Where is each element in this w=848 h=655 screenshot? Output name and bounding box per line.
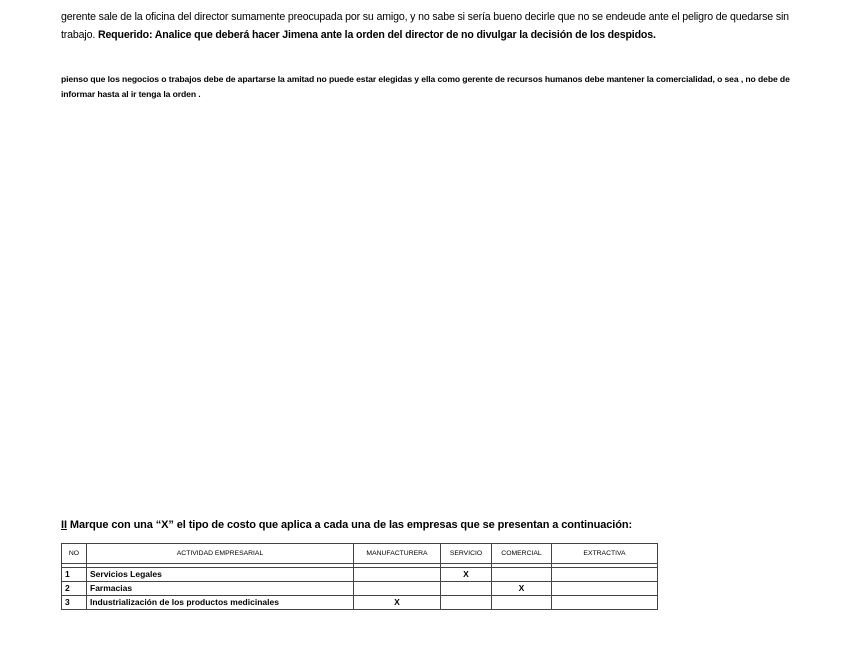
cell-servicio[interactable] — [441, 582, 492, 596]
cell-servicio[interactable] — [441, 596, 492, 610]
cell-extractiva[interactable] — [552, 596, 658, 610]
header-comercial: COMERCIAL — [492, 544, 552, 564]
header-activity: ACTIVIDAD EMPRESARIAL — [87, 544, 354, 564]
cell-comercial[interactable]: X — [492, 582, 552, 596]
table-row — [62, 568, 658, 582]
row-activity: Industrialización de los productos medicinales — [87, 596, 354, 610]
header-extractiva: EXTRACTIVA — [552, 544, 658, 564]
table-row — [62, 596, 658, 610]
requirement-text: Requerido: Analice que deberá hacer Jimena ante la orden del director de no divulgar la decisión de los despidos. — [97, 29, 656, 41]
cost-type-table — [61, 543, 658, 610]
section-heading — [61, 519, 632, 531]
cell-comercial[interactable] — [492, 596, 552, 610]
cell-manufacturera[interactable] — [354, 568, 441, 582]
header-no: NO — [62, 544, 87, 564]
row-activity: Servicios Legales — [87, 568, 354, 582]
cell-manufacturera[interactable] — [354, 582, 441, 596]
section-instruction: Marque con una “X” el tipo de costo que aplica a cada una de las empresas que se presentan a continuación: — [66, 519, 633, 531]
cell-manufacturera[interactable]: X — [354, 596, 441, 610]
section-number: II — [61, 519, 67, 531]
answer-paragraph: pienso que los negocios o trabajos debe de apartarse la amitad no puede estar elegidas y ella como gerente de recursos humanos debe mantener la comercialidad, o sea , no debe de informar hasta al ir tenga la orden . — [61, 74, 790, 99]
header-manufacturera: MANUFACTURERA — [354, 544, 441, 564]
row-number: 3 — [62, 596, 87, 610]
row-number: 1 — [62, 568, 87, 582]
cell-extractiva[interactable] — [552, 568, 658, 582]
cell-extractiva[interactable] — [552, 582, 658, 596]
header-servicio: SERVICIO — [441, 544, 492, 564]
case-text: gerente sale de la oficina del director sumamente preocupada por su amigo, y no sabe si sería bueno decirle que no se endeude ante el peligro de quedarse sin trabajo. — [61, 11, 789, 41]
cell-comercial[interactable] — [492, 568, 552, 582]
cell-servicio[interactable]: X — [441, 568, 492, 582]
case-paragraph — [61, 8, 821, 44]
row-number: 2 — [62, 582, 87, 596]
table-row — [62, 582, 658, 596]
row-activity: Farmacias — [87, 582, 354, 596]
table-header-row — [62, 544, 658, 564]
